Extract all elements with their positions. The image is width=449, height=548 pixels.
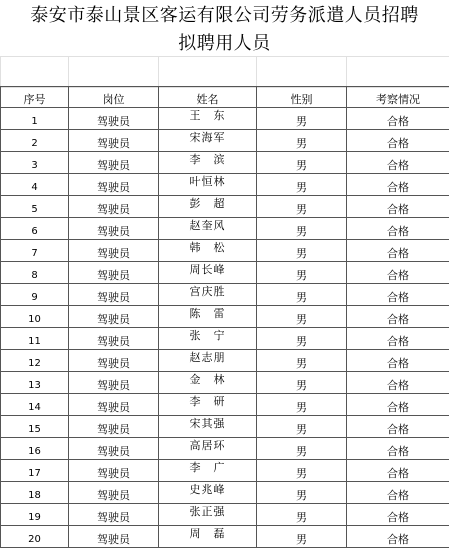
assessment-cell: 合格: [347, 218, 449, 240]
table-header-row: [1, 87, 449, 108]
name-cell: 陈 雷: [159, 306, 257, 328]
assessment-cell: 合格: [347, 130, 449, 152]
name-cell: 张正强: [159, 504, 257, 526]
name-cell: 高居环: [159, 438, 257, 460]
name-cell: 叶恒林: [159, 174, 257, 196]
name-cell: 宋其强: [159, 416, 257, 438]
spacer-row-grid: [0, 56, 449, 88]
serial-number-cell: 16: [1, 438, 69, 460]
name-cell: 彭 超: [159, 196, 257, 218]
gender-cell: 男: [257, 152, 347, 174]
post-cell: 驾驶员: [69, 482, 159, 504]
gender-cell: 男: [257, 460, 347, 482]
post-cell: 驾驶员: [69, 108, 159, 130]
table-row: [1, 504, 449, 526]
title-line-2: 拟聘用人员: [0, 30, 449, 58]
name-cell: 宋海军: [159, 130, 257, 152]
gender-cell: 男: [257, 306, 347, 328]
serial-number-cell: 7: [1, 240, 69, 262]
table-row: [1, 174, 449, 196]
gender-cell: 男: [257, 372, 347, 394]
header-serial-number: 序号: [1, 87, 69, 108]
serial-number-cell: 19: [1, 504, 69, 526]
post-cell: 驾驶员: [69, 262, 159, 284]
serial-number-cell: 18: [1, 482, 69, 504]
name-cell: 李 滨: [159, 152, 257, 174]
post-cell: 驾驶员: [69, 504, 159, 526]
table-row: [1, 262, 449, 284]
assessment-cell: 合格: [347, 416, 449, 438]
serial-number-cell: 8: [1, 262, 69, 284]
post-cell: 驾驶员: [69, 526, 159, 548]
serial-number-cell: 4: [1, 174, 69, 196]
post-cell: 驾驶员: [69, 218, 159, 240]
assessment-cell: 合格: [347, 482, 449, 504]
header-gender: 性别: [257, 87, 347, 108]
serial-number-cell: 13: [1, 372, 69, 394]
table-row: [1, 526, 449, 548]
name-cell: 王 东: [159, 108, 257, 130]
header-post: 岗位: [69, 87, 159, 108]
assessment-cell: 合格: [347, 328, 449, 350]
table-row: [1, 328, 449, 350]
post-cell: 驾驶员: [69, 196, 159, 218]
table-row: [1, 130, 449, 152]
name-cell: 赵志朋: [159, 350, 257, 372]
gender-cell: 男: [257, 482, 347, 504]
name-cell: 张 宁: [159, 328, 257, 350]
table-row: [1, 460, 449, 482]
name-cell: 宫庆胜: [159, 284, 257, 306]
table-row: [1, 372, 449, 394]
header-assessment: 考察情况: [347, 87, 449, 108]
post-cell: 驾驶员: [69, 174, 159, 196]
assessment-cell: 合格: [347, 438, 449, 460]
table-row: [1, 438, 449, 460]
gender-cell: 男: [257, 416, 347, 438]
post-cell: 驾驶员: [69, 284, 159, 306]
table-row: [1, 482, 449, 504]
serial-number-cell: 10: [1, 306, 69, 328]
name-cell: 金 林: [159, 372, 257, 394]
gender-cell: 男: [257, 240, 347, 262]
serial-number-cell: 5: [1, 196, 69, 218]
gender-cell: 男: [257, 328, 347, 350]
gender-cell: 男: [257, 218, 347, 240]
assessment-cell: 合格: [347, 174, 449, 196]
assessment-cell: 合格: [347, 460, 449, 482]
title-line-1: 泰安市泰山景区客运有限公司劳务派遣人员招聘: [0, 2, 449, 30]
assessment-cell: 合格: [347, 394, 449, 416]
assessment-cell: 合格: [347, 262, 449, 284]
assessment-cell: 合格: [347, 108, 449, 130]
gender-cell: 男: [257, 350, 347, 372]
gender-cell: 男: [257, 438, 347, 460]
serial-number-cell: 3: [1, 152, 69, 174]
post-cell: 驾驶员: [69, 394, 159, 416]
serial-number-cell: 14: [1, 394, 69, 416]
post-cell: 驾驶员: [69, 460, 159, 482]
post-cell: 驾驶员: [69, 306, 159, 328]
gender-cell: 男: [257, 262, 347, 284]
post-cell: 驾驶员: [69, 438, 159, 460]
name-cell: 周 磊: [159, 526, 257, 548]
table-row: [1, 306, 449, 328]
name-cell: 李 广: [159, 460, 257, 482]
assessment-cell: 合格: [347, 372, 449, 394]
name-cell: 李 研: [159, 394, 257, 416]
assessment-cell: 合格: [347, 350, 449, 372]
post-cell: 驾驶员: [69, 372, 159, 394]
serial-number-cell: 1: [1, 108, 69, 130]
personnel-table: [0, 86, 449, 548]
assessment-cell: 合格: [347, 526, 449, 548]
post-cell: 驾驶员: [69, 350, 159, 372]
post-cell: 驾驶员: [69, 416, 159, 438]
table-row: [1, 152, 449, 174]
blank-row: [1, 57, 449, 88]
table-row: [1, 196, 449, 218]
table-row: [1, 394, 449, 416]
name-cell: 史兆峰: [159, 482, 257, 504]
serial-number-cell: 17: [1, 460, 69, 482]
post-cell: 驾驶员: [69, 130, 159, 152]
assessment-cell: 合格: [347, 152, 449, 174]
post-cell: 驾驶员: [69, 240, 159, 262]
gender-cell: 男: [257, 394, 347, 416]
table-row: [1, 240, 449, 262]
gender-cell: 男: [257, 196, 347, 218]
serial-number-cell: 12: [1, 350, 69, 372]
gender-cell: 男: [257, 174, 347, 196]
table-row: [1, 218, 449, 240]
serial-number-cell: 15: [1, 416, 69, 438]
assessment-cell: 合格: [347, 240, 449, 262]
serial-number-cell: 11: [1, 328, 69, 350]
name-cell: 赵奎风: [159, 218, 257, 240]
gender-cell: 男: [257, 108, 347, 130]
name-cell: 韩 松: [159, 240, 257, 262]
assessment-cell: 合格: [347, 196, 449, 218]
table-row: [1, 108, 449, 130]
assessment-cell: 合格: [347, 504, 449, 526]
document-title: [0, 0, 449, 58]
table-row: [1, 284, 449, 306]
table-row: [1, 416, 449, 438]
serial-number-cell: 2: [1, 130, 69, 152]
post-cell: 驾驶员: [69, 152, 159, 174]
table-row: [1, 350, 449, 372]
gender-cell: 男: [257, 284, 347, 306]
gender-cell: 男: [257, 504, 347, 526]
name-cell: 周长峰: [159, 262, 257, 284]
gender-cell: 男: [257, 130, 347, 152]
serial-number-cell: 9: [1, 284, 69, 306]
header-name: 姓名: [159, 87, 257, 108]
assessment-cell: 合格: [347, 284, 449, 306]
post-cell: 驾驶员: [69, 328, 159, 350]
assessment-cell: 合格: [347, 306, 449, 328]
serial-number-cell: 6: [1, 218, 69, 240]
serial-number-cell: 20: [1, 526, 69, 548]
gender-cell: 男: [257, 526, 347, 548]
